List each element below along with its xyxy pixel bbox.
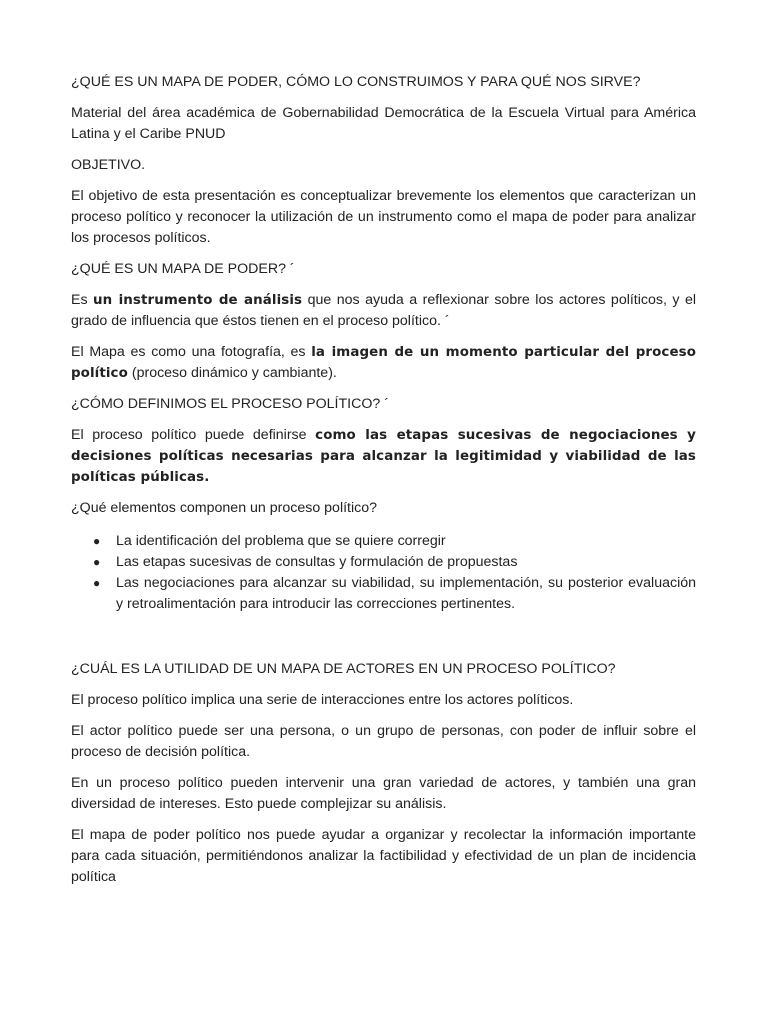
paragraph-definicion xyxy=(71,425,696,488)
paragraph-question: ¿Qué elementos componen un proceso político? xyxy=(71,500,378,516)
paragraph-text: El proceso político puede definirse xyxy=(71,427,316,443)
list-item-text: La identificación del problema que se quiere corregir xyxy=(116,533,446,549)
paragraph-variedad-actores: En un proceso político pueden intervenir una gran variedad de actores, y también una gran diversidad de intereses. Esto puede complejizar su análisis. xyxy=(71,775,696,812)
objective-heading: OBJETIVO. xyxy=(71,157,146,173)
list-item xyxy=(71,531,696,552)
paragraph-instrumento xyxy=(71,290,696,332)
document-source: Material del área académica de Gobernabilidad Democrática de la Escuela Virtual para América Latina y el Caribe PNUD xyxy=(71,105,696,142)
paragraph-fotografia xyxy=(71,342,696,384)
bold-phrase: como las etapas sucesivas de negociaciones y decisiones políticas necesarias para alcanzar la legitimidad y viabilidad de las políticas públicas. xyxy=(71,428,697,485)
bold-phrase: la imagen de un momento particular del proceso político xyxy=(71,345,696,381)
section-heading-proceso-politico: ¿CÓMO DEFINIMOS EL PROCESO POLÍTICO? ´ xyxy=(71,396,389,412)
document-title: ¿QUÉ ES UN MAPA DE PODER, CÓMO LO CONSTRUIMOS Y PARA QUÉ NOS SIRVE? xyxy=(71,74,641,90)
list-item xyxy=(71,573,696,615)
paragraph-actor-politico: El actor político puede ser una persona, o un grupo de personas, con poder de influir sobre el proceso de decisión política. xyxy=(71,723,696,760)
objective-paragraph: El objetivo de esta presentación es conceptualizar brevemente los elementos que caracterizan un proceso político y reconocer la utilización de un instrumento como el mapa de poder para analizar los procesos políticos. xyxy=(71,188,696,246)
bullet-icon: ● xyxy=(93,534,101,548)
section-heading-utilidad: ¿CUÁL ES LA UTILIDAD DE UN MAPA DE ACTORES EN UN PROCESO POLÍTICO? xyxy=(71,661,616,677)
bullet-icon: ● xyxy=(93,576,101,590)
paragraph-text: que nos ayuda a reflexionar sobre los actores políticos, y el grado de influencia que éstos tienen en el proceso político. ´ xyxy=(71,292,697,329)
bold-phrase: un instrumento de análisis xyxy=(93,293,303,308)
paragraph-text: El Mapa es como una fotografía, es xyxy=(71,344,312,360)
paragraph-text: (proceso dinámico y cambiante). xyxy=(127,365,337,381)
list-item-text: Las etapas sucesivas de consultas y formulación de propuestas xyxy=(116,554,518,570)
bullet-icon: ● xyxy=(93,555,101,569)
paragraph-interacciones: El proceso político implica una serie de interacciones entre los actores políticos. xyxy=(71,692,574,708)
elements-list xyxy=(71,531,696,615)
list-item-text: Las negociaciones para alcanzar su viabilidad, su implementación, su posterior evaluación y retroalimentación para introducir las correcciones pertinentes. xyxy=(116,575,696,612)
section-heading-mapa-de-poder: ¿QUÉ ES UN MAPA DE PODER? ´ xyxy=(71,261,295,277)
paragraph-mapa-utilidad: El mapa de poder político nos puede ayudar a organizar y recolectar la información importante para cada situación, permitiéndonos analizar la factibilidad y efectividad de un plan de incidencia política xyxy=(71,827,696,885)
list-item xyxy=(71,552,696,573)
document-page xyxy=(71,72,696,898)
paragraph-text: Es xyxy=(71,292,94,308)
